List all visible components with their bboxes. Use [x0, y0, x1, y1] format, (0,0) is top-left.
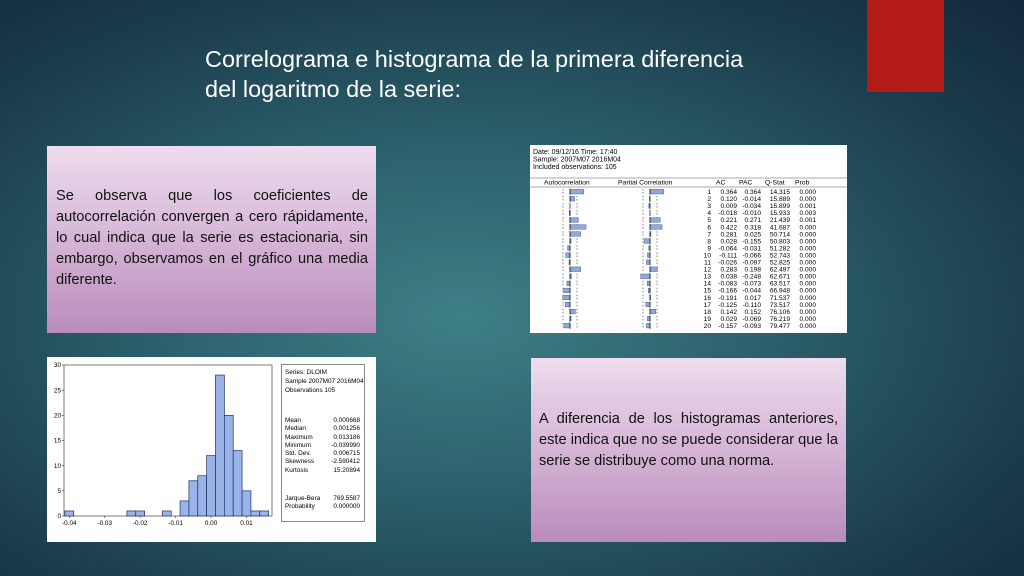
lag-number: 6: [707, 224, 711, 232]
ac-bar: [567, 281, 570, 286]
pac-bar: [644, 239, 650, 244]
histogram-image: [47, 357, 376, 542]
stats-rows: [285, 417, 363, 475]
stat-row: [285, 450, 363, 458]
stat-value: 0.001256: [333, 425, 360, 433]
ac-bar: [564, 288, 570, 293]
y-tick-label: 15: [53, 437, 61, 445]
y-tick-label: 20: [53, 412, 61, 420]
pac-bar: [646, 302, 650, 307]
pac-value: -0.010: [742, 210, 761, 218]
lag-number: 2: [707, 196, 711, 204]
stats-header-line: Sample 2007M07 2016M04: [285, 378, 364, 385]
lag-number: 3: [707, 203, 711, 211]
ac-value: -0.166: [718, 287, 737, 295]
histogram-bar: [198, 476, 207, 516]
prob-value: 0.000: [799, 189, 816, 196]
histogram-chart: [47, 357, 277, 542]
prob-value: 0.001: [799, 203, 816, 211]
stat-label: Skewness: [285, 458, 315, 466]
stat-label: Median: [285, 425, 306, 433]
lag-number: 4: [707, 210, 711, 218]
ac-value: 0.028: [720, 238, 737, 246]
q-stat-value: 21.439: [769, 217, 790, 225]
prob-value: 0.000: [799, 322, 816, 330]
histogram-bar: [180, 501, 189, 516]
q-stat-value: 51.282: [769, 245, 790, 253]
q-stat-value: 14.315: [769, 189, 790, 196]
stat-row: [285, 434, 363, 442]
pac-value: -0.069: [742, 315, 761, 323]
pac-value: 0.271: [744, 217, 761, 225]
ac-bar: [570, 267, 581, 272]
x-tick-label: 0.00: [204, 520, 218, 527]
prob-value: 0.000: [799, 273, 816, 281]
stat-value: 0.013186: [333, 433, 360, 441]
stats-header-line: Observations 105: [285, 387, 336, 394]
stat-label: Kurtosis: [285, 466, 309, 474]
q-stat-value: 52.825: [769, 259, 790, 267]
stat-label: Minimum: [285, 441, 311, 449]
q-stat-value: 15.889: [769, 196, 790, 204]
ac-bar: [563, 295, 570, 300]
correlogram-header-line: Included observations: 105: [533, 164, 617, 171]
lag-number: 20: [703, 322, 711, 330]
lag-number: 14: [703, 280, 711, 288]
x-tick-label: 0.01: [240, 520, 253, 527]
ac-value: 0.029: [720, 315, 737, 323]
pac-value: -0.066: [742, 252, 761, 260]
correlogram-column-header: Prob: [795, 179, 810, 187]
ac-bar: [568, 246, 570, 251]
lag-number: 17: [703, 301, 711, 309]
stat-value: 0.000000: [333, 503, 360, 511]
stat-label: Probability: [285, 503, 315, 511]
prob-value: 0.000: [799, 238, 816, 246]
stat-row: [285, 503, 363, 511]
ac-value: 0.283: [720, 266, 737, 274]
prob-value: 0.000: [799, 231, 816, 239]
stat-label: Maximum: [285, 433, 313, 441]
stat-row: [285, 495, 363, 503]
pac-value: -0.014: [742, 196, 761, 204]
pac-bar: [647, 316, 650, 321]
q-stat-value: 41.687: [769, 224, 790, 232]
histogram-bar: [65, 511, 74, 516]
correlogram-header-line: Date: 09/12/16 Time: 17:40: [533, 149, 618, 156]
histogram-explanation: A diferencia de los histogramas anteriores, este indica que no se puede considerar que la serie se distribuye como una norma.: [539, 411, 838, 469]
q-stat-value: 73.517: [769, 301, 790, 309]
y-tick-label: 30: [53, 362, 61, 370]
q-stat-value: 52.743: [769, 252, 790, 260]
correlogram-column-header: Partial Correlation: [618, 179, 673, 187]
stat-row: [285, 417, 363, 425]
lag-number: 19: [703, 315, 711, 323]
pac-value: -0.073: [742, 280, 761, 288]
correlogram-column-header: Q-Stat: [765, 179, 785, 187]
stat-value: 15.20894: [333, 466, 360, 474]
y-tick-label: 0: [57, 513, 61, 521]
stat-label: Mean: [285, 417, 301, 424]
lag-number: 8: [707, 238, 711, 246]
stat-label: Std. Dev.: [285, 450, 311, 458]
correlogram-table: [530, 145, 847, 333]
q-stat-value: 15.899: [769, 203, 790, 211]
ac-value: 0.364: [720, 189, 737, 196]
pac-value: -0.097: [742, 259, 761, 267]
slide-title: Correlograma e histograma de la primera diferencia del logaritmo de la serie:: [205, 46, 744, 102]
pac-bar: [647, 281, 650, 286]
q-stat-value: 63.517: [769, 280, 790, 288]
stat-value: 0.006715: [333, 450, 360, 458]
correlogram-explanation: Se observa que los coeficientes de autocorrelación convergen a cero rápidamente, lo cual indica que la serie es estacionaria, sin embargo, observamos en el gráfico una media diferente.: [56, 188, 368, 288]
q-stat-value: 79.477: [769, 322, 790, 330]
prob-value: 0.003: [799, 210, 816, 218]
histogram-bar: [207, 456, 216, 516]
ac-value: -0.125: [718, 301, 737, 309]
prob-value: 0.000: [799, 308, 816, 316]
lag-number: 7: [707, 231, 711, 239]
lag-number: 1: [707, 189, 711, 196]
ac-bar: [570, 189, 584, 194]
pac-value: 0.198: [744, 266, 761, 274]
pac-bar: [650, 189, 664, 194]
prob-value: 0.000: [799, 224, 816, 232]
histogram-bar: [189, 481, 198, 516]
correlogram-column-header: PAC: [739, 179, 753, 187]
histogram-bar: [136, 511, 145, 516]
q-stat-value: 76.219: [769, 315, 790, 323]
ac-value: -0.018: [718, 210, 737, 218]
q-stat-value: 76.106: [769, 308, 790, 316]
ac-value: 0.038: [720, 273, 737, 281]
ac-value: 0.281: [720, 231, 737, 239]
pac-value: -0.031: [742, 245, 761, 253]
pac-bar: [647, 253, 650, 258]
ac-value: 0.009: [720, 203, 737, 211]
correlogram-column-header: AC: [716, 179, 726, 187]
pac-value: -0.155: [742, 238, 761, 246]
q-stat-value: 66.948: [769, 287, 790, 295]
pac-value: 0.152: [744, 308, 761, 316]
x-tick-label: -0.02: [132, 520, 148, 527]
pac-value: -0.034: [742, 203, 761, 211]
ac-bar: [570, 218, 578, 223]
ac-value: 0.120: [720, 196, 737, 204]
stat-label: Jarque-Bera: [285, 495, 321, 502]
pac-bar: [641, 274, 650, 279]
lag-number: 5: [707, 217, 711, 225]
prob-value: 0.000: [799, 301, 816, 309]
x-tick-label: -0.01: [168, 520, 183, 527]
q-stat-value: 15.933: [769, 210, 790, 218]
text-box-correlogram: [47, 146, 376, 333]
q-stat-value: 71.537: [769, 294, 790, 302]
prob-value: 0.000: [799, 259, 816, 267]
y-tick-label: 5: [57, 488, 61, 496]
pac-bar: [646, 260, 650, 265]
stat-row: [285, 442, 363, 450]
stats-header: [285, 368, 364, 395]
lag-number: 11: [704, 259, 711, 267]
q-stat-value: 62.497: [769, 266, 790, 274]
ac-value: 0.422: [720, 224, 737, 232]
stat-row: [285, 458, 363, 466]
prob-value: 0.000: [799, 287, 816, 295]
pac-bar: [650, 267, 658, 272]
ac-bar: [570, 196, 575, 201]
lag-number: 9: [707, 245, 711, 253]
lag-number: 13: [703, 273, 711, 281]
prob-value: 0.000: [799, 280, 816, 288]
histogram-bar: [260, 511, 269, 516]
histogram-bar: [224, 415, 233, 516]
stat-value: -2.590412: [331, 458, 360, 466]
correlogram-column-header: Autocorrelation: [544, 179, 590, 187]
accent-block: [867, 0, 944, 92]
pac-bar: [650, 225, 662, 230]
stats-jarque-bera: [285, 495, 363, 512]
y-tick-label: 25: [53, 387, 61, 395]
ac-value: -0.064: [718, 245, 737, 253]
prob-value: 0.000: [799, 252, 816, 260]
histogram-bar: [127, 511, 136, 516]
prob-value: 0.000: [799, 266, 816, 274]
ac-bar: [570, 309, 575, 314]
pac-value: -0.093: [742, 322, 761, 330]
ac-value: 0.142: [720, 308, 737, 316]
histogram-stats-box: [281, 364, 365, 522]
q-stat-value: 62.671: [769, 273, 790, 281]
stat-row: [285, 425, 363, 433]
x-tick-label: -0.04: [62, 520, 77, 527]
stat-value: 0.000668: [333, 417, 360, 424]
text-box-histogram: [531, 358, 846, 542]
pac-bar: [646, 323, 650, 328]
x-tick-label: -0.03: [97, 520, 113, 527]
correlogram-header-line: Sample: 2007M07 2016M04: [533, 156, 621, 164]
correlogram-image: [530, 145, 847, 333]
prob-value: 0.000: [799, 245, 816, 253]
pac-value: -0.110: [742, 301, 761, 309]
pac-value: 0.017: [744, 294, 761, 302]
ac-value: -0.157: [718, 322, 737, 330]
ac-value: -0.191: [718, 294, 737, 302]
stats-header-line: Series: DLOIM: [285, 369, 327, 376]
pac-value: 0.318: [744, 224, 761, 232]
pac-value: -0.044: [742, 287, 761, 295]
ac-value: 0.221: [720, 217, 737, 225]
pac-bar: [650, 309, 656, 314]
histogram-bar: [215, 375, 224, 516]
pac-value: -0.248: [742, 273, 761, 281]
stat-row: [285, 467, 363, 475]
ac-value: -0.083: [718, 280, 737, 288]
prob-value: 0.000: [799, 196, 816, 204]
ac-value: -0.026: [718, 259, 737, 267]
histogram-bar: [251, 511, 260, 516]
ac-bar: [570, 232, 581, 237]
q-stat-value: 50.714: [769, 231, 790, 239]
histogram-bar: [233, 451, 242, 516]
ac-bar: [565, 302, 570, 307]
prob-value: 0.000: [799, 315, 816, 323]
lag-number: 18: [703, 308, 711, 316]
pac-value: 0.025: [744, 231, 761, 239]
ac-bar: [564, 323, 570, 328]
y-tick-label: 10: [53, 462, 61, 470]
stat-value: -0.039990: [331, 441, 360, 449]
pac-value: 0.364: [744, 189, 761, 196]
ac-bar: [570, 225, 586, 230]
ac-bar: [566, 253, 570, 258]
lag-number: 16: [703, 294, 711, 302]
prob-value: 0.001: [799, 217, 816, 225]
ac-value: -0.111: [719, 252, 737, 260]
prob-value: 0.000: [799, 294, 816, 302]
histogram-bar: [162, 511, 171, 516]
histogram-bar: [242, 491, 251, 516]
q-stat-value: 50.803: [769, 238, 790, 246]
stat-value: 769.5587: [333, 495, 360, 502]
pac-bar: [650, 218, 660, 223]
lag-number: 12: [703, 266, 711, 274]
lag-number: 15: [703, 287, 711, 295]
lag-number: 10: [703, 252, 711, 260]
